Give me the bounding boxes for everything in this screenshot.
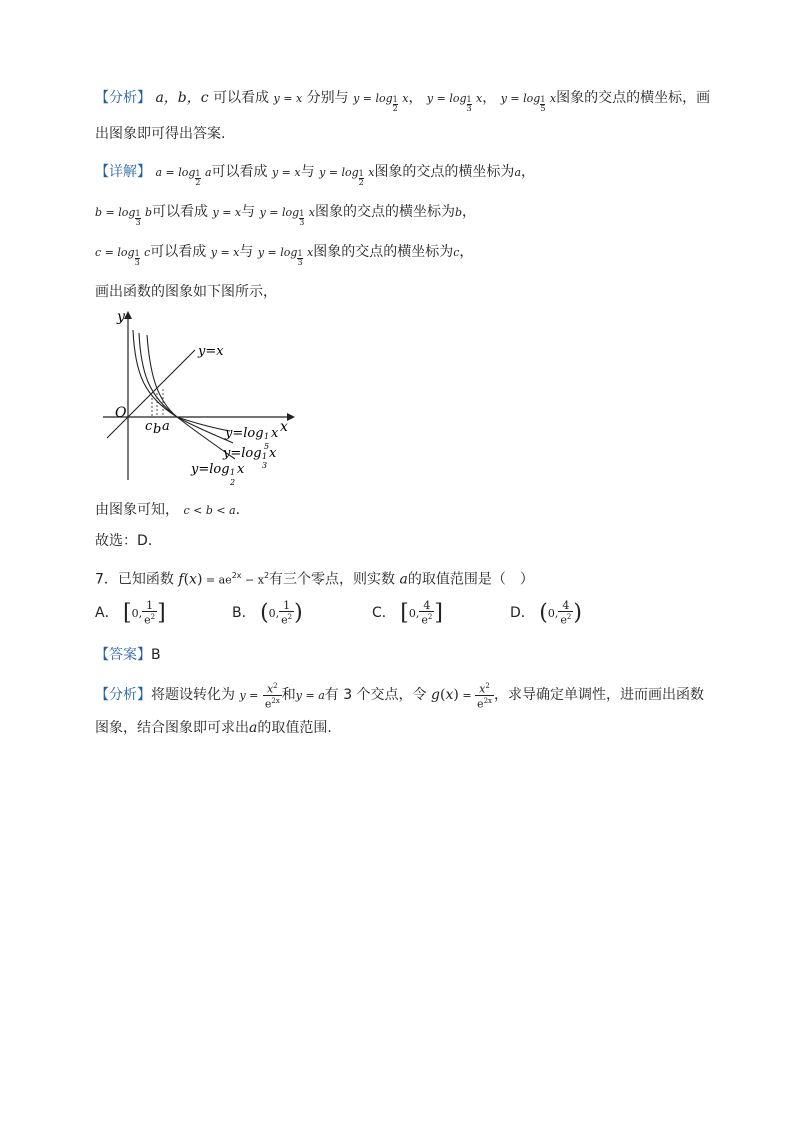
- math-y-log: y = log: [259, 206, 300, 219]
- math-exp: 2x: [231, 571, 242, 580]
- math-y-log: y = log: [257, 246, 298, 259]
- detail-line-c: [95, 242, 473, 267]
- fraction: $\frac{1}{e^2}$: [144, 599, 156, 627]
- math-y-eq-a: y = a: [295, 689, 325, 703]
- math-x: x: [549, 92, 557, 105]
- fraction: $\frac{1}{e^2}$: [281, 599, 293, 627]
- y-axis-arrow: [124, 311, 132, 319]
- math-log: y = log: [500, 92, 541, 105]
- choice-label: D．: [510, 604, 535, 621]
- math-c: c: [144, 246, 151, 259]
- math-c-log: c = log: [95, 246, 135, 259]
- curve-fifth-x: x: [271, 426, 279, 441]
- math-x: x: [402, 92, 409, 105]
- text: 图象的交点的横坐标为: [374, 164, 515, 180]
- text: 与: [241, 204, 256, 220]
- answer-value: B: [151, 647, 161, 663]
- point-a-label: a: [162, 419, 170, 434]
- fraction: $\frac{4}{e^2}$: [421, 599, 433, 627]
- x-axis-arrow: [287, 413, 295, 421]
- log-graph: [95, 305, 305, 490]
- math-x: x: [445, 687, 454, 704]
- math-a: a: [514, 166, 521, 179]
- curve-half-x: x: [237, 462, 245, 477]
- text: 可以看成: [213, 90, 270, 106]
- conclusion-line: [95, 500, 240, 521]
- math-f: f: [178, 571, 184, 588]
- bracket-right: ]: [157, 600, 166, 626]
- text: 可以看成: [152, 204, 209, 220]
- choice-label: A．: [95, 604, 119, 621]
- curve-third-base-den: 3: [262, 461, 268, 470]
- detail-line-a: [95, 162, 535, 187]
- math-log: y = log: [353, 92, 393, 105]
- math-b: b: [144, 206, 153, 219]
- curve-third-x: x: [269, 446, 277, 461]
- period: .: [235, 502, 241, 518]
- math-x: x: [308, 206, 315, 219]
- base-frac: $\frac{1}{5}$: [540, 95, 546, 113]
- math-log: y = log: [426, 92, 467, 105]
- text: 可以看成: [211, 164, 268, 180]
- text: 分别与: [306, 90, 349, 106]
- answer-line: 故选：D.: [95, 533, 153, 549]
- curve-third-base-num: 1: [262, 452, 268, 461]
- math-minus: − x: [241, 573, 264, 587]
- analysis7-line-1: 【分析】将题设转化为 y = $\frac{x^2}{e^{2x}}$ 和y = a有 3 个交点，令 g(x) = $\frac{x^2}{e^{2x}}$ ，求导确定单调性，进而画出函数: [95, 682, 704, 711]
- fraction: $\frac{4}{e^2}$: [560, 599, 572, 627]
- text: 已知函数: [117, 571, 174, 588]
- conclusion-math: c < b < a: [183, 504, 236, 517]
- analysis-tag: 【分析】: [95, 687, 151, 704]
- text: 与: [239, 244, 254, 260]
- text: 和: [281, 687, 296, 704]
- point-c-label: c: [145, 419, 153, 434]
- vars-abc: a，b，c: [155, 90, 209, 106]
- text: 有 3 个交点，令: [324, 687, 427, 704]
- choice-label: B．: [232, 604, 256, 621]
- bracket-right: ]: [434, 600, 443, 626]
- curve-fifth-label: y=log: [225, 426, 264, 441]
- text: 将题设转化为: [151, 687, 235, 704]
- math-b-log: b = log: [95, 206, 136, 219]
- comma: ，: [462, 204, 476, 220]
- math-eq: = ae: [202, 573, 232, 587]
- math-b: b: [454, 206, 462, 219]
- base-frac: $\frac{1}{3}$: [134, 249, 140, 267]
- base-frac: $\frac{1}{2}$: [392, 95, 398, 113]
- curve-half-label: y=log: [191, 462, 230, 477]
- math-a: a: [204, 166, 212, 179]
- point-b-label: b: [153, 422, 162, 437]
- analysis-tag: 【分析】: [95, 90, 151, 106]
- curve-half-base-den: 2: [230, 478, 236, 487]
- math-x: x: [189, 571, 197, 588]
- math-y: y =: [239, 689, 259, 703]
- comma: ，: [482, 90, 497, 106]
- base-frac: $\frac{1}{3}$: [297, 249, 303, 267]
- x-axis-label: x: [280, 419, 288, 435]
- math-sq: 2: [263, 571, 270, 580]
- math-a: a: [399, 571, 408, 588]
- math-y-eq-x: y = x: [212, 206, 242, 219]
- detail-tag: 【详解】: [95, 164, 151, 180]
- comma: ，: [408, 90, 423, 106]
- math-x: x: [476, 92, 483, 105]
- y-axis-label: y: [117, 309, 125, 325]
- answer7-line: [95, 645, 161, 665]
- choice-label: C．: [372, 604, 396, 621]
- text: 与: [300, 164, 315, 180]
- choice-a[interactable]: [95, 600, 166, 626]
- zero: 0,: [268, 606, 280, 620]
- draw-graph-text: 画出函数的图象如下图所示，: [95, 284, 277, 300]
- text: 图象的交点的横坐标，画: [556, 90, 711, 106]
- bracket-left: [: [400, 600, 409, 626]
- question-7: 7．已知函数 $f(x) = ae^{2x} - x^2$有三个零点，则实数 a的取值范围是（ ）: [95, 571, 534, 588]
- text: 由图象可知，: [95, 502, 179, 518]
- bracket-right: ): [573, 600, 582, 626]
- fraction-x2-e2x: $\frac{x^2}{e^{2x}}$: [264, 682, 280, 711]
- math-y-log: y = log: [319, 166, 359, 179]
- text: 可以看成: [150, 244, 207, 260]
- answer-tag: 【答案】: [95, 647, 151, 663]
- text: 图象，结合图象即可求出: [95, 720, 249, 736]
- base-frac: $\frac{1}{3}$: [299, 209, 305, 227]
- analysis-line-1: [95, 88, 710, 113]
- base-frac: $\frac{1}{2}$: [195, 169, 201, 187]
- bracket-left: (: [260, 600, 269, 626]
- bracket-right: ): [294, 600, 303, 626]
- text: 有三个零点，则实数: [269, 571, 396, 588]
- choice-d[interactable]: [510, 600, 582, 626]
- choice-b[interactable]: [232, 600, 303, 626]
- fraction-x2-e2x: $\frac{x^2}{e^{2x}}$: [477, 682, 492, 711]
- bracket-left: (: [539, 600, 548, 626]
- base-frac: $\frac{1}{2}$: [358, 169, 364, 187]
- base-frac: $\frac{1}{3}$: [135, 209, 141, 227]
- math-a-log: a = log: [155, 166, 196, 179]
- math-a: a: [249, 720, 258, 736]
- text: ，求导确定单调性，进而画出函数: [493, 687, 704, 704]
- math-x: x: [306, 246, 314, 259]
- zero: 0,: [408, 606, 420, 620]
- analysis-line-2: 出图象即可得出答案.: [95, 126, 226, 142]
- comma: ，: [521, 164, 535, 180]
- math-x: x: [368, 166, 375, 179]
- comma: ，: [459, 244, 474, 260]
- math-y-eq-x: y = x: [273, 92, 303, 105]
- zero: 0,: [131, 606, 143, 620]
- text: 的取值范围是（ ）: [407, 571, 534, 588]
- math-g: g: [431, 687, 440, 704]
- base-frac: $\frac{1}{3}$: [466, 95, 472, 113]
- text: 图象的交点的横坐标为: [313, 244, 454, 260]
- bracket-left: [: [123, 600, 132, 626]
- math-c: c: [453, 246, 460, 259]
- line-y-eq-x-label: y=x: [198, 344, 224, 359]
- text: 的取值范围.: [257, 720, 332, 736]
- analysis7-line-2: [95, 718, 332, 738]
- math-y-eq-x: y = x: [210, 246, 240, 259]
- curve-fifth-base-den: 5: [264, 442, 270, 451]
- curve-half-base-num: 1: [230, 468, 236, 477]
- text: 图象的交点的横坐标为: [314, 204, 455, 220]
- question-number: 7．: [95, 571, 118, 588]
- math-y-eq-x: y = x: [271, 166, 301, 179]
- zero: 0,: [547, 606, 559, 620]
- detail-line-b: [95, 202, 476, 227]
- curve-fifth-base-num: 1: [264, 432, 270, 441]
- origin-label: O: [115, 405, 127, 421]
- choice-c[interactable]: [372, 600, 443, 626]
- curve-third-label: y=log: [223, 446, 262, 461]
